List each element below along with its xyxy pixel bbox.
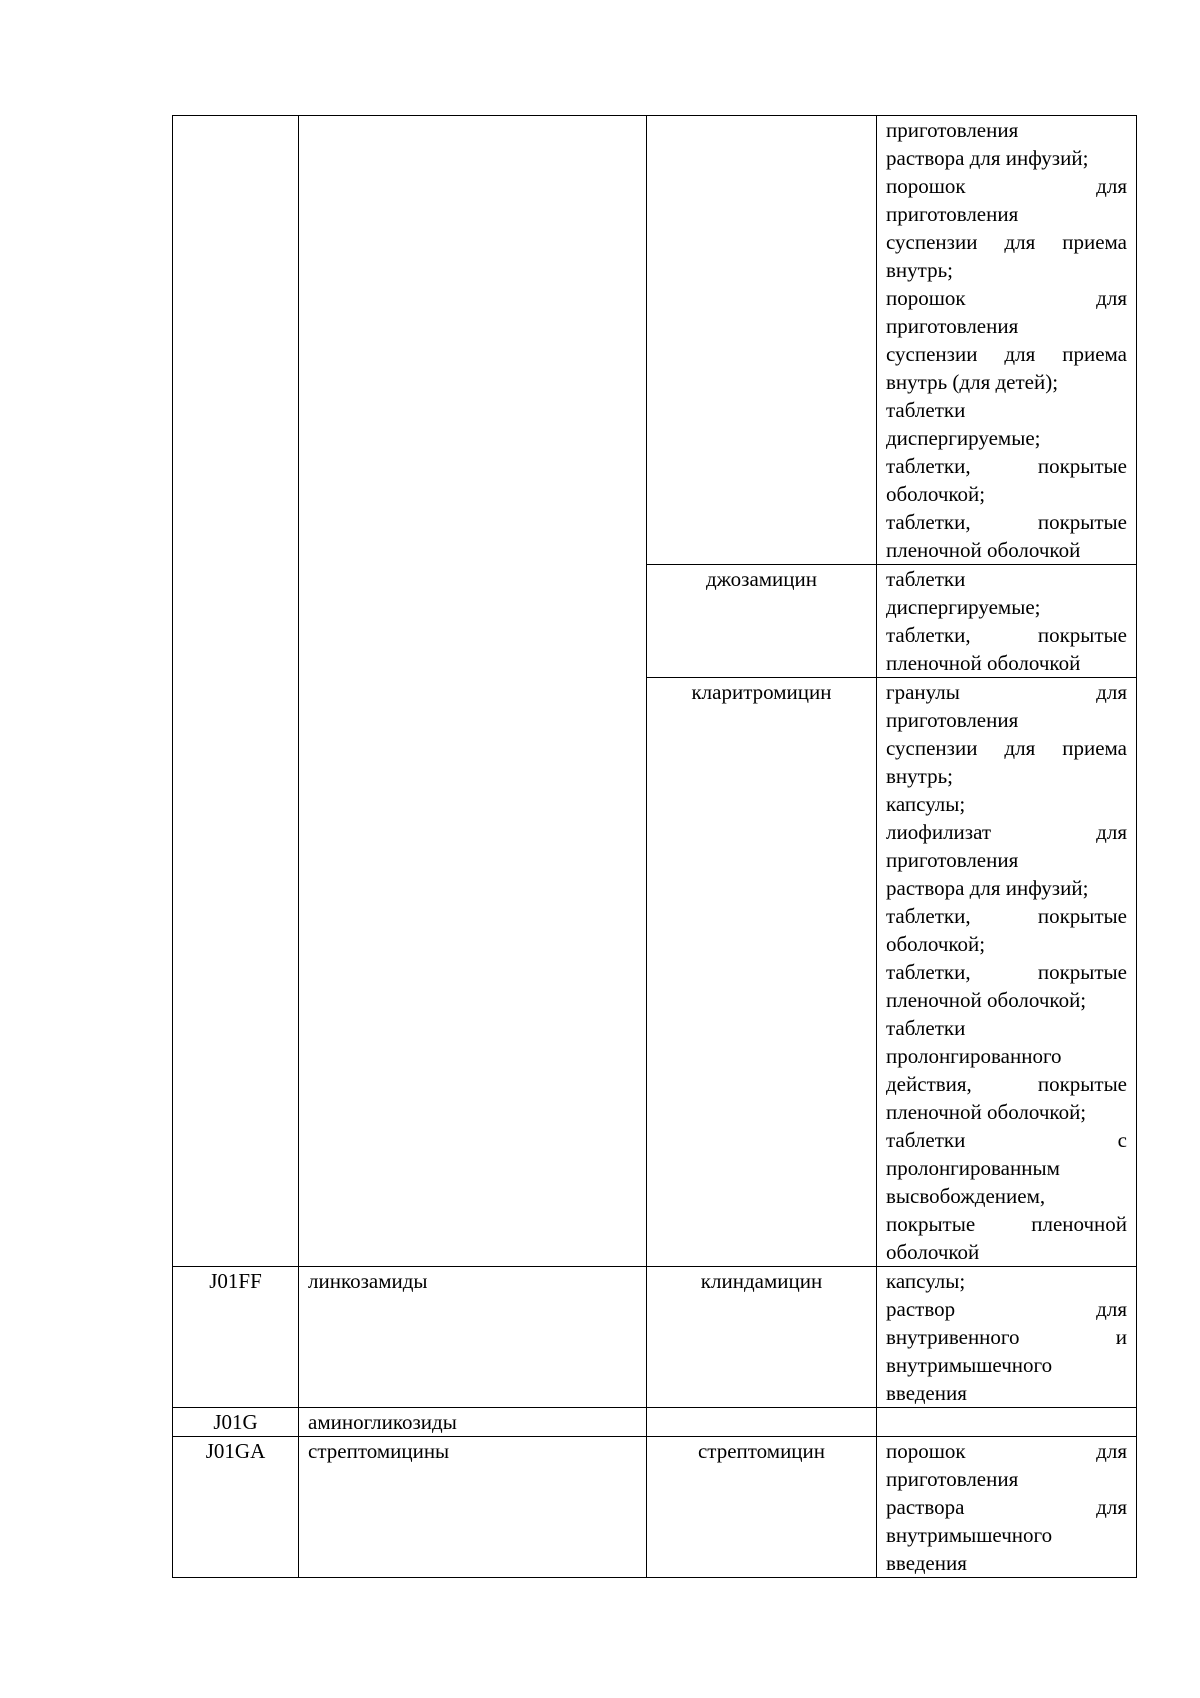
- drug-name-cell: кларитромицин: [647, 678, 877, 1267]
- dosage-form-line: суспензии для приема: [886, 230, 1127, 254]
- dosage-form-line: пленочной оболочкой;: [886, 988, 1087, 1012]
- dosage-form-line: таблетки: [886, 398, 966, 422]
- dosage-form-line: таблетки, покрытые: [886, 454, 1127, 478]
- dosage-form-line: пленочной оболочкой: [886, 651, 1081, 675]
- drug-list-table: [172, 115, 1137, 1578]
- dosage-form-line: приготовления: [886, 202, 1019, 226]
- dosage-form-cell: [877, 116, 1137, 565]
- dosage-form-line: раствора для инфузий;: [886, 876, 1089, 900]
- atc-code-cell: J01GA: [173, 1437, 299, 1578]
- dosage-form-line: внутрь;: [886, 764, 953, 788]
- dosage-form-line: таблетки: [886, 567, 966, 591]
- drug-name-cell: [647, 1408, 877, 1437]
- dosage-form-line: диспергируемые;: [886, 426, 1041, 450]
- atc-code-cell: [173, 116, 299, 1267]
- dosage-form-line: внутрь (для детей);: [886, 370, 1059, 394]
- dosage-form-line: капсулы;: [886, 792, 966, 816]
- dosage-form-line: суспензии для приема: [886, 342, 1127, 366]
- dosage-form-line: таблетки, покрытые: [886, 960, 1127, 984]
- dosage-form-line: приготовления: [886, 314, 1019, 338]
- dosage-form-line: высвобождением,: [886, 1184, 1046, 1208]
- group-name-cell: аминогликозиды: [299, 1408, 647, 1437]
- table-row: [173, 116, 1137, 565]
- dosage-form-line: пролонгированным: [886, 1156, 1060, 1180]
- drug-name-cell: стрептомицин: [647, 1437, 877, 1578]
- drug-name-cell: клиндамицин: [647, 1267, 877, 1408]
- dosage-form-line: порошок для: [886, 174, 1127, 198]
- group-name-cell: линкозамиды: [299, 1267, 647, 1408]
- dosage-form-line: внутривенного и: [886, 1325, 1127, 1349]
- dosage-form-cell: [877, 1408, 1137, 1437]
- dosage-form-line: пролонгированного: [886, 1044, 1062, 1068]
- dosage-form-cell: [877, 1267, 1137, 1408]
- dosage-form-line: пленочной оболочкой;: [886, 1100, 1087, 1124]
- dosage-form-line: введения: [886, 1551, 967, 1575]
- dosage-form-line: порошок для: [886, 1439, 1127, 1463]
- dosage-form-cell: [877, 678, 1137, 1267]
- table-row: [173, 1437, 1137, 1578]
- dosage-form-line: таблетки, покрытые: [886, 904, 1127, 928]
- dosage-form-line: таблетки с: [886, 1128, 1127, 1152]
- dosage-form-line: приготовления: [886, 1467, 1019, 1491]
- dosage-form-line: капсулы;: [886, 1269, 966, 1293]
- dosage-form-line: приготовления: [886, 708, 1019, 732]
- dosage-form-line: пленочной оболочкой: [886, 538, 1081, 562]
- dosage-form-line: раствора для: [886, 1495, 1127, 1519]
- dosage-form-cell: [877, 565, 1137, 678]
- table-row: [173, 1267, 1137, 1408]
- dosage-form-line: гранулы для: [886, 680, 1127, 704]
- atc-code-cell: J01G: [173, 1408, 299, 1437]
- dosage-form-line: лиофилизат для: [886, 820, 1127, 844]
- dosage-form-line: внутрь;: [886, 258, 953, 282]
- dosage-form-line: раствора для инфузий;: [886, 146, 1089, 170]
- dosage-form-line: оболочкой;: [886, 932, 986, 956]
- dosage-form-line: таблетки, покрытые: [886, 510, 1127, 534]
- dosage-form-line: диспергируемые;: [886, 595, 1041, 619]
- dosage-form-line: введения: [886, 1381, 967, 1405]
- dosage-form-line: таблетки: [886, 1016, 966, 1040]
- group-name-cell: стрептомицины: [299, 1437, 647, 1578]
- dosage-form-cell: [877, 1437, 1137, 1578]
- dosage-form-line: приготовления: [886, 118, 1019, 142]
- dosage-form-line: оболочкой;: [886, 482, 986, 506]
- table-row: [173, 1408, 1137, 1437]
- group-name-cell: [299, 116, 647, 1267]
- dosage-form-line: действия, покрытые: [886, 1072, 1127, 1096]
- dosage-form-line: таблетки, покрытые: [886, 623, 1127, 647]
- atc-code-cell: J01FF: [173, 1267, 299, 1408]
- dosage-form-line: покрытые пленочной: [886, 1212, 1127, 1236]
- dosage-form-line: внутримышечного: [886, 1353, 1053, 1377]
- dosage-form-line: внутримышечного: [886, 1523, 1053, 1547]
- drug-name-cell: [647, 116, 877, 565]
- dosage-form-line: порошок для: [886, 286, 1127, 310]
- dosage-form-line: оболочкой: [886, 1240, 980, 1264]
- dosage-form-line: раствор для: [886, 1297, 1127, 1321]
- dosage-form-line: суспензии для приема: [886, 736, 1127, 760]
- dosage-form-line: приготовления: [886, 848, 1019, 872]
- drug-name-cell: джозамицин: [647, 565, 877, 678]
